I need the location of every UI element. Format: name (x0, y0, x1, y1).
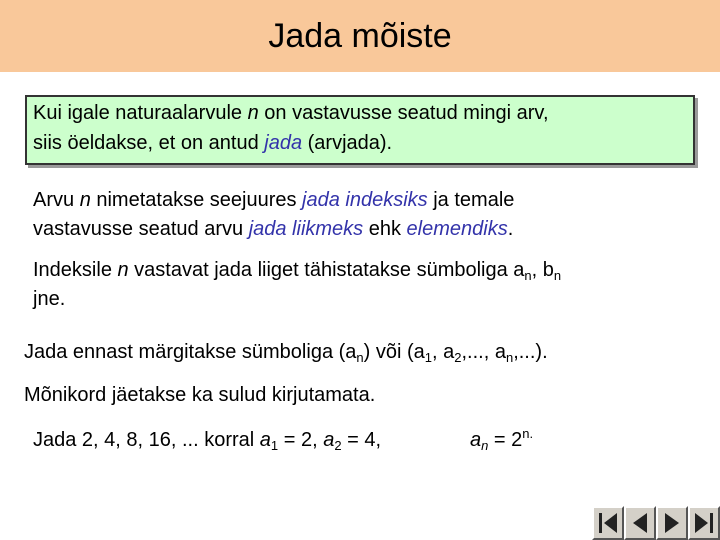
previous-slide-button[interactable] (624, 506, 656, 540)
paragraph-sequence-notation: Jada ennast märgitakse sümboliga $(a_n)$ või ($a_1$, $a_2$,..., $a_n$,...). (24, 341, 548, 365)
paragraph-index-line-2: vastavusse seatud arvu jada liikmeks ehk elemendiks. (33, 218, 514, 240)
first-slide-button[interactable] (592, 506, 624, 540)
slide-navigation (592, 506, 720, 540)
first-slide-icon (597, 511, 619, 535)
paragraph-notation-line-1: Indeksile n vastavat jada liiget tähistatakse sümboliga $a_n$, $b_n$ (33, 259, 562, 283)
definition-line-2: siis öeldakse, et on antud jada (arvjada). (33, 132, 393, 154)
last-slide-button[interactable] (688, 506, 720, 540)
previous-slide-icon (629, 511, 651, 535)
next-slide-icon (661, 511, 683, 535)
last-slide-icon (693, 511, 715, 535)
slide-title: Jada mõiste (268, 17, 452, 55)
term-jada: jada (264, 132, 303, 154)
term-jada-liikmeks: jada liikmeks (248, 218, 364, 240)
paragraph-index-line-1: Arvu n nimetatakse seejuures jada indeksiks ja temale (33, 189, 515, 211)
example-formula: $a_n = 2^{n.}$ (470, 426, 534, 453)
definition-line-1: Kui igale naturaalarvule n on vastavusse seatud mingi arv, (33, 102, 549, 124)
example-line: Jada 2, 4, 8, 16, ... korral $a_1 = 2$, $a_2 = 4$, (33, 429, 382, 453)
paragraph-brackets-note: Mõnikord jäetakse ka sulud kirjutamata. (24, 384, 376, 406)
term-jada-indeksiks: jada indeksiks (302, 189, 428, 211)
next-slide-button[interactable] (656, 506, 688, 540)
paragraph-notation-line-2: jne. (33, 288, 66, 310)
term-elemendiks: elemendiks (406, 218, 508, 240)
